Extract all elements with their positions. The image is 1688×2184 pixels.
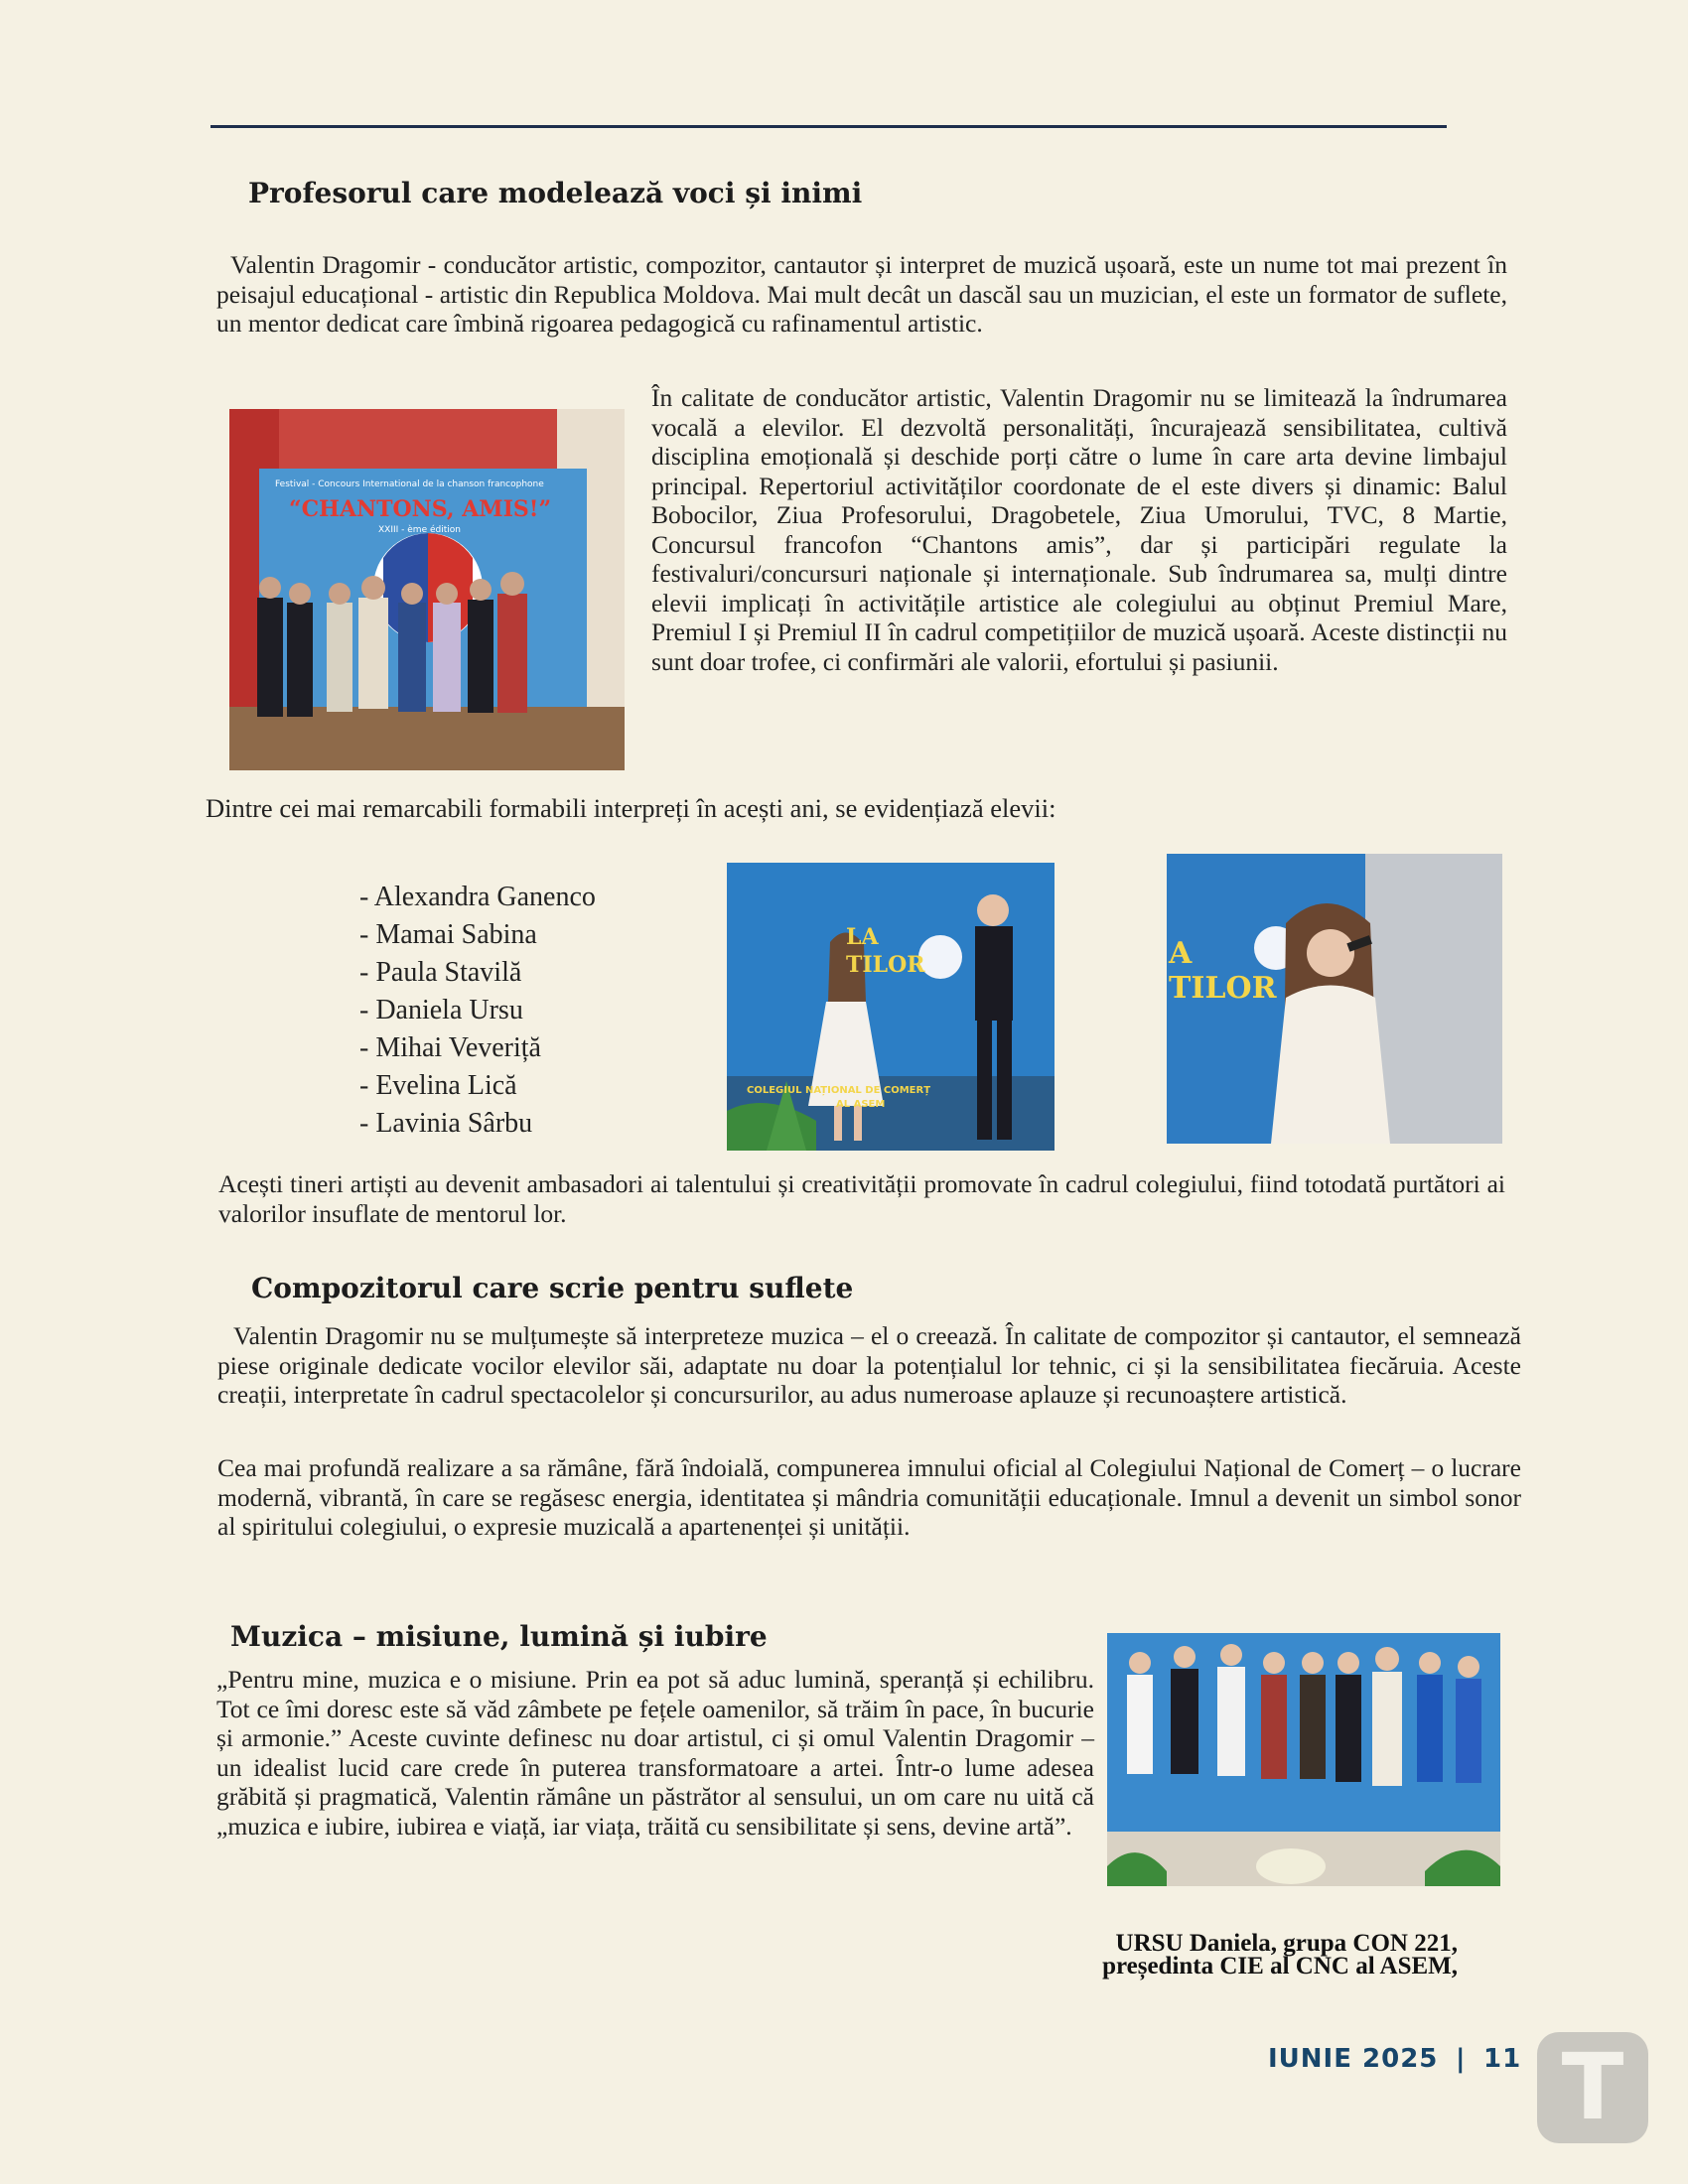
paragraph-imn: Cea mai profundă realizare a sa rămâne, fără îndoială, compunerea imnului oficial al Colegiului Național de Comerț – o lucrare modernă, vibrantă, în care se regăsesc energia, identitatea și mândria comunității educaționale. Imnul a devenit un simbol sonor al spiritului colegiului, o expresie muzicală a apartenenței și unității. — [217, 1453, 1521, 1541]
footer-separator: | — [1456, 2044, 1467, 2074]
photo2-banner-bottom2: AL ASEM — [836, 1099, 886, 1110]
student-item: - Mamai Sabina — [359, 919, 537, 950]
heading-muzica: Muzica – misiune, lumină și iubire — [230, 1620, 768, 1653]
photo-duet-stage — [727, 863, 1055, 1151]
paragraph-intro: Valentin Dragomir - conducător artistic, compozitor, cantautor și interpret de muzică ușoară, este un nume tot mai prezent în peisajul educațional - artistic din Republica Moldova. Mai mult decât un dascăl sau un muzician, el este un formator de suflete, un mentor dedicat care îmbină rigoarea pedagogică cu rafinamentul artistic. — [216, 250, 1507, 338]
paragraph-misiune: „Pentru mine, muzica e o misiune. Prin ea pot să aduc lumină, speranță și echilibru. Tot ce îmi doresc este să văd zâmbete pe fețele oamenilor, să trăim în pace, în bucurie și armonie.” Aceste cuvinte definesc nu doar artistul, ci și omul Valentin Dragomir – un idealist lucid care crede în puterea transformatoare a artei. Într-o lume adesea grăbită și pragmatică, Valentin rămâne un păstrător al sensului, un om care nu uită că „muzica e iubire, iubirea e viață, iar viața, trăită cu sensibilitate și sens, devine artă”. — [216, 1665, 1094, 1841]
student-item: - Lavinia Sârbu — [359, 1108, 533, 1139]
photo1-banner-title: “CHANTONS, AMIS!” — [289, 496, 552, 522]
photo3-banner-line1: A — [1169, 936, 1193, 971]
paragraph-ambasadori: Acești tineri artiști au devenit ambasadori ai talentului și creativității promovate în cadrul colegiului, fiind totodată purtători ai valorilor insuflate de mentorul lor. — [218, 1169, 1505, 1228]
student-item: - Evelina Lică — [359, 1070, 517, 1101]
student-item: - Mihai Veveriță — [359, 1032, 541, 1063]
student-item: - Alexandra Ganenco — [359, 882, 596, 912]
signature-line2: președinta CIE al CNC al ASEM, — [1102, 1953, 1458, 1979]
signature-line1: URSU Daniela, grupa CON 221, — [1115, 1930, 1458, 1957]
photo-solo-singer — [1167, 854, 1502, 1144]
photo2-banner-line1: LA — [846, 924, 879, 950]
photo-team-group — [1107, 1633, 1500, 1886]
photo2-banner-bottom1: COLEGIUL NAȚIONAL DE COMERȚ — [747, 1085, 931, 1096]
signature — [953, 1932, 1458, 1978]
photo1-banner-small: Festival - Concours International de la chanson francophone — [275, 479, 544, 489]
paragraph-compozitor: Valentin Dragomir nu se mulțumește să interpreteze muzica – el o creează. În calitate de compozitor și cantautor, el semnează piese originale dedicate vocilor elevilor săi, adaptate nu doar la potențialul lor tehnic, ci și la sensibilitatea fiecăruia. Aceste creații, interpretate în cadrul spectacolelor și concursurilor, au adus numeroase aplauze și recunoaștere artistică. — [217, 1321, 1521, 1409]
paragraph-conducator: În calitate de conducător artistic, Valentin Dragomir nu se limitează la îndrumarea vocală a elevilor. El dezvoltă personalități, încurajează sensibilitatea, cultivă disciplina emoțională și deschide porți către o lume în care arta devine limbajul principal. Repertoriul activităților coordonate de el este divers și dinamic: Balul Bobocilor, Ziua Profesorului, Dragobetele, Ziua Umorului, TVC, 8 Martie, Concursul francofon “Chantons amis”, dar și participări regulate la festivaluri/concursuri naționale și internaționale. Sub îndrumarea sa, mulți dintre elevii implicați în activitățile artistice ale colegiului au obținut Premiul Mare, Premiul I și Premiul II în cadrul competițiilor de muzică ușoară. Aceste distincții nu sunt doar trofee, ci confirmări ale valorii, efortului și pasiunii. — [651, 383, 1507, 676]
photo1-banner-edition: XXIII - ème édition — [378, 525, 461, 535]
footer-month: IUNIE 2025 — [1268, 2044, 1439, 2074]
photo-chantons-amis-group — [229, 409, 625, 770]
photo3-banner-line2: TILOR — [1169, 971, 1277, 1006]
heading-profesorul: Profesorul care modelează voci și inimi — [248, 177, 863, 209]
student-item: - Paula Stavilă — [359, 957, 522, 988]
footer-page-number: 11 — [1483, 2044, 1522, 2074]
top-rule — [211, 125, 1447, 128]
student-item: - Daniela Ursu — [359, 995, 523, 1025]
heading-compozitorul: Compozitorul care scrie pentru suflete — [251, 1272, 854, 1304]
photo2-banner-line2: TILOR — [846, 952, 925, 978]
paragraph-students-intro: Dintre cei mai remarcabili formabili interpreți în acești ani, se evidențiază elevii: — [206, 793, 1056, 823]
t-logo-icon[interactable]: T — [1537, 2032, 1648, 2143]
students-list — [359, 879, 596, 1143]
